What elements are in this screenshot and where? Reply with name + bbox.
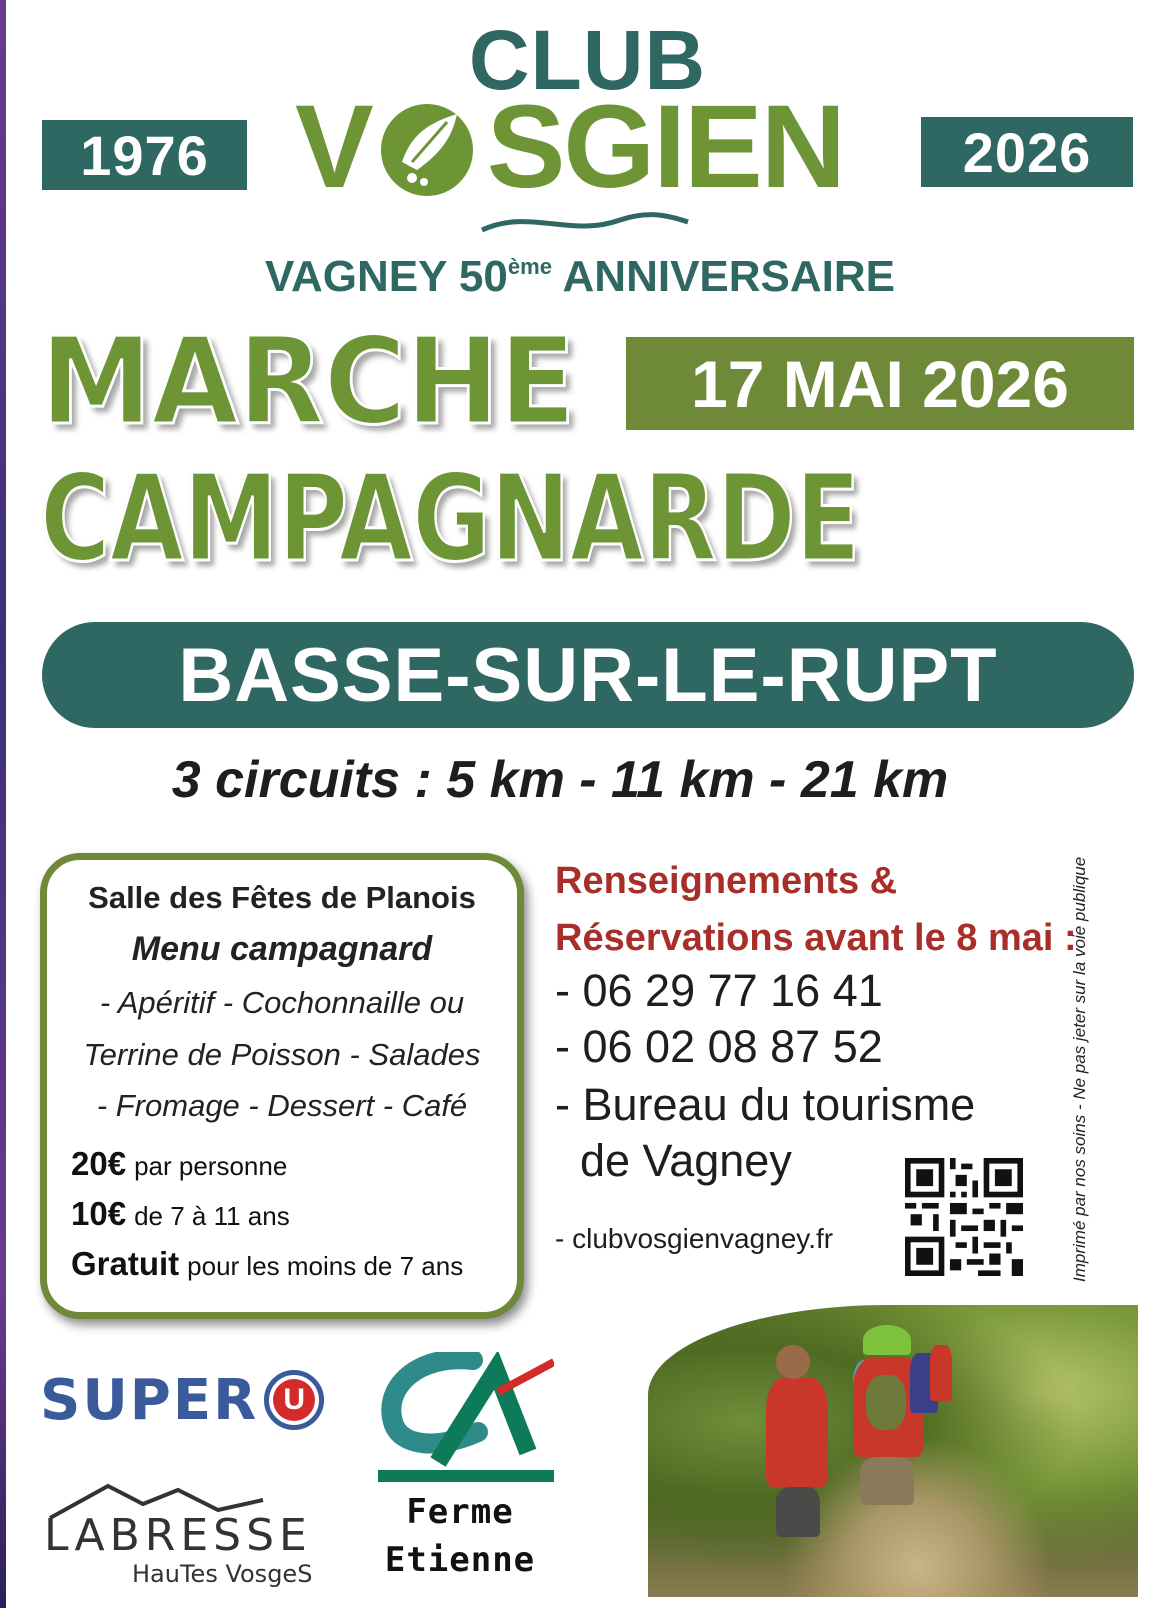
price-free <box>71 1245 463 1283</box>
vosgien-v: V <box>295 81 372 213</box>
info-heading-line-2: Réservations avant le 8 mai : <box>555 917 1077 959</box>
year-end: 2026 <box>962 120 1092 184</box>
club-wordmark: CLUB <box>468 13 707 107</box>
hiker-head <box>776 1345 810 1379</box>
hiker-figure <box>766 1377 828 1487</box>
superu-badge <box>264 1370 324 1430</box>
venue: Salle des Fêtes de Planois <box>88 880 476 915</box>
price-child-amount: 10€ <box>71 1195 127 1232</box>
website-link[interactable]: - clubvosgienvagney.fr <box>555 1223 834 1254</box>
wave-decoration <box>480 208 690 238</box>
price-free-amount: Gratuit <box>71 1245 180 1282</box>
menu-box <box>40 853 524 1319</box>
menu-title: Menu campagnard <box>131 930 433 968</box>
print-note: Imprimé par nos soins - Ne pas jeter sur la voie publique <box>1070 856 1089 1282</box>
year-end-badge <box>921 117 1133 187</box>
hiker-shorts <box>860 1457 914 1505</box>
anniversary-sup: ème <box>507 254 552 279</box>
price-adult-desc: par personne <box>134 1151 288 1181</box>
date-badge <box>626 337 1134 430</box>
superu-logo <box>40 1367 324 1433</box>
hiker-figure <box>930 1345 952 1401</box>
left-edge-stripe <box>0 0 6 1608</box>
hikers-photo <box>648 1305 1138 1597</box>
farm-line-1: Ferme <box>406 1492 514 1532</box>
phone-1: - 06 29 77 16 41 <box>555 965 883 1016</box>
tourism-office-line-1: - Bureau du tourisme <box>555 1079 976 1130</box>
menu-line-2: Terrine de Poisson - Salades <box>83 1037 481 1072</box>
price-adult-amount: 20€ <box>71 1145 127 1182</box>
tourism-office-line-2: de Vagney <box>580 1135 792 1186</box>
info-heading <box>555 853 1115 967</box>
labresse-logo-sub: HauTes VosgeS <box>132 1560 313 1588</box>
price-free-desc: pour les moins de 7 ans <box>187 1251 464 1281</box>
holly-leaf-icon <box>372 92 487 202</box>
title-marche: MARCHE <box>40 313 576 452</box>
title-campagnarde: CAMPAGNARDE <box>40 450 860 589</box>
info-heading-line-1: Renseignements & <box>555 860 898 902</box>
town-name: BASSE-SUR-LE-RUPT <box>178 632 998 718</box>
town-banner <box>42 622 1134 728</box>
superu-badge-letter: U <box>273 1379 315 1421</box>
superu-text: SUPER <box>40 1367 259 1433</box>
farm-line-2: Etienne <box>384 1540 536 1580</box>
phone-2: - 06 02 08 87 52 <box>555 1021 883 1072</box>
labresse-logo-text: LABRESSE <box>44 1510 312 1561</box>
year-start-badge <box>42 120 247 190</box>
price-adult <box>71 1145 287 1183</box>
anniversary-post: ANNIVERSAIRE <box>551 252 896 301</box>
event-date: 17 MAI 2026 <box>691 346 1069 421</box>
anniversary-line <box>200 252 960 302</box>
backpack <box>866 1375 906 1430</box>
price-child <box>71 1195 290 1233</box>
menu-line-1: - Apéritif - Cochonnaille ou <box>99 985 465 1020</box>
vosgien-rest: SGIEN <box>486 81 844 213</box>
qr-code-icon[interactable] <box>905 1158 1023 1276</box>
vosgien-wordmark <box>295 81 885 213</box>
hiker-shorts <box>776 1487 820 1537</box>
menu-line-3: - Fromage - Dessert - Café <box>96 1088 468 1123</box>
credit-agricole-logo-icon <box>378 1352 554 1484</box>
anniversary-pre: VAGNEY 50 <box>264 252 508 301</box>
year-start: 1976 <box>80 123 209 187</box>
circuits-line: 3 circuits : 5 km - 11 km - 21 km <box>171 751 949 809</box>
price-child-desc: de 7 à 11 ans <box>134 1201 290 1231</box>
hiker-hat <box>863 1325 911 1355</box>
